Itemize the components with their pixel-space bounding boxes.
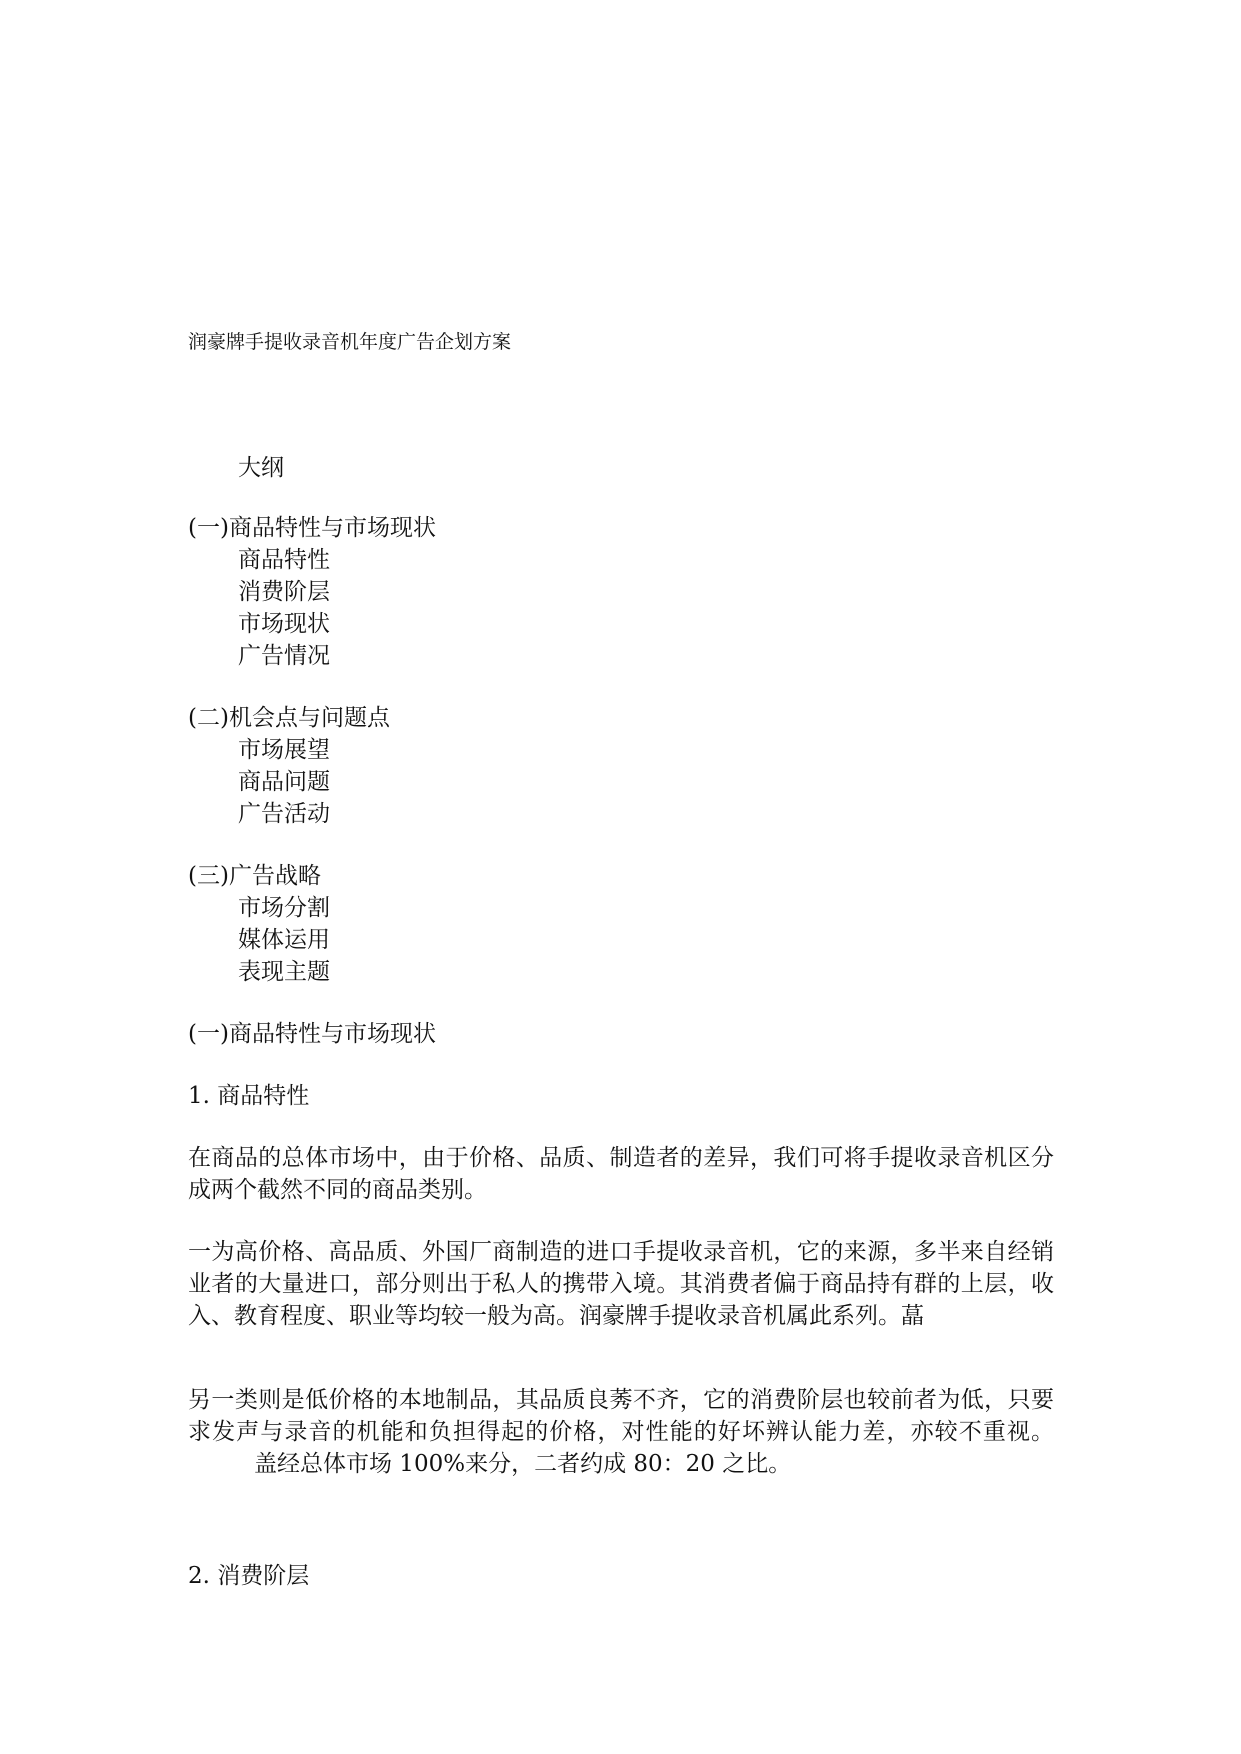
subsection-heading-2: 2. 消费阶层 xyxy=(188,1563,310,1589)
outline-item: 商品问题 xyxy=(238,769,330,795)
outline xyxy=(188,512,1068,1018)
document-title: 润豪牌手提收录音机年度广告企划方案 xyxy=(188,331,512,353)
outline-section-heading: (二)机会点与问题点 xyxy=(188,705,390,731)
outline-item: 商品特性 xyxy=(238,547,330,573)
outline-item: 表现主题 xyxy=(238,959,330,985)
outline-item: 市场现状 xyxy=(238,611,330,637)
outline-section-1 xyxy=(188,512,1068,672)
outline-item: 消费阶层 xyxy=(238,579,330,605)
paragraph-3 xyxy=(188,1384,1054,1480)
outline-item: 广告情况 xyxy=(238,643,330,669)
paragraph-3-tail: 盖经总体市场 100%来分，二者约成 80：20 之比。 xyxy=(254,1451,792,1477)
section-heading: (一)商品特性与市场现状 xyxy=(188,1021,436,1047)
paragraph-2: 一为高价格、高品质、外国厂商制造的进口手提收录音机，它的来源，多半来自经销业者的大量进口，部分则出于私人的携带入境。其消费者偏于商品持有群的上层，收入、教育程度、职业等均较一般为高。润豪牌手提收录音机属此系列。蕌 xyxy=(188,1239,1054,1329)
outline-item: 市场分割 xyxy=(238,895,330,921)
outline-section-2 xyxy=(188,702,1068,830)
subsection-heading-1: 1. 商品特性 xyxy=(188,1083,310,1109)
paragraph-1: 在商品的总体市场中，由于价格、品质、制造者的差异，我们可将手提收录音机区分成两个截然不同的商品类别。 xyxy=(188,1145,1054,1203)
outline-section-3 xyxy=(188,860,1068,988)
outline-section-heading: (一)商品特性与市场现状 xyxy=(188,515,436,541)
outline-heading: 大纲 xyxy=(238,455,284,481)
paragraph-3-main: 另一类则是低价格的本地制品，其品质良莠不齐，它的消费阶层也较前者为低，只要求发声与录音的机能和负担得起的价格，对性能的好坏辨认能力差，亦较不重视。 xyxy=(188,1387,1054,1445)
outline-item: 广告活动 xyxy=(238,801,330,827)
outline-item: 媒体运用 xyxy=(238,927,330,953)
outline-section-heading: (三)广告战略 xyxy=(188,863,321,889)
outline-item: 市场展望 xyxy=(238,737,330,763)
